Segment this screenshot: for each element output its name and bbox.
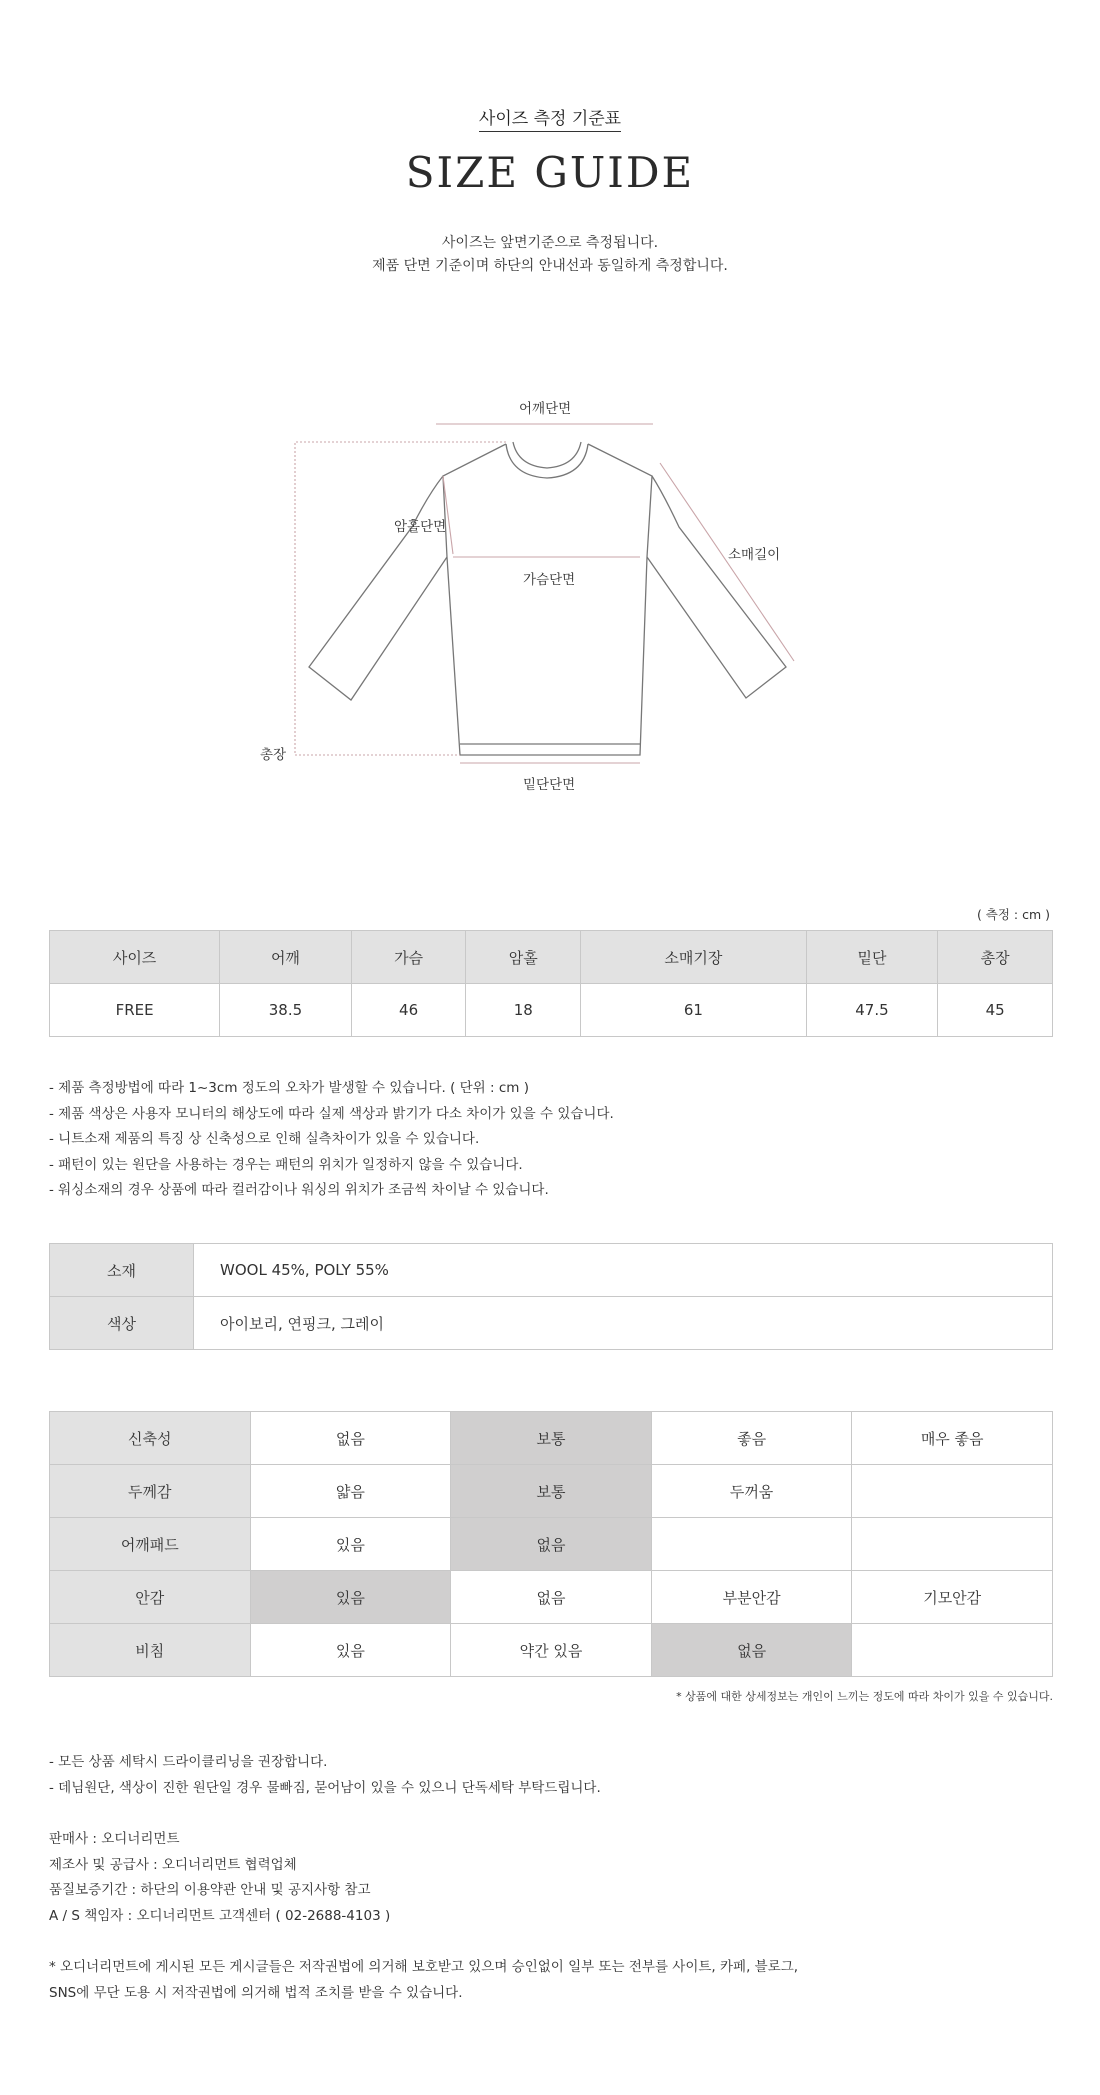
property-cell-selected: 보통: [451, 1412, 652, 1465]
color-label: 색상: [50, 1297, 194, 1350]
table-row: [50, 1297, 1053, 1350]
armhole-label: 암홀단면: [394, 519, 447, 535]
property-cell: 두꺼움: [651, 1465, 852, 1518]
property-table: [49, 1411, 1053, 1677]
note-item: - 제품 측정방법에 따라 1~3cm 정도의 오차가 발생할 수 있습니다. ( 단위 : cm ): [49, 1080, 529, 1096]
seller-info: [49, 1827, 390, 1929]
sweater-illustration: [240, 380, 860, 800]
property-cell: [651, 1518, 852, 1571]
header-length: 총장: [938, 931, 1053, 984]
measurement-diagram: [240, 380, 860, 800]
property-cell: 있음: [250, 1518, 451, 1571]
cell-hem: 47.5: [806, 984, 938, 1037]
property-cell: [852, 1465, 1053, 1518]
note-item: - 데님원단, 색상이 진한 원단일 경우 물빠짐, 묻어남이 있을 수 있으니 단독세탁 부탁드립니다.: [49, 1779, 601, 1796]
header-chest: 가슴: [351, 931, 466, 984]
measurement-notes: [49, 1076, 614, 1204]
table-row: [50, 1571, 1053, 1624]
cell-chest: 46: [351, 984, 466, 1037]
table-row: [50, 1412, 1053, 1465]
header-armhole: 암홀: [466, 931, 581, 984]
cell-size: FREE: [50, 984, 220, 1037]
cell-sleeve: 61: [581, 984, 807, 1037]
intro-line-2: 제품 단면 기준이며 하단의 안내선과 동일하게 측정합니다.: [372, 258, 728, 274]
disclaimer-note: * 상품에 대한 상세정보는 개인이 느끼는 정도에 따라 차이가 있을 수 있습니다.: [676, 1690, 1053, 1703]
note-item: - 니트소재 제품의 특징 상 신축성으로 인해 실측차이가 있을 수 있습니다.: [49, 1131, 480, 1147]
measurement-lines: [295, 424, 794, 763]
table-row: [50, 1244, 1053, 1297]
property-cell-selected: 없음: [451, 1518, 652, 1571]
property-label: 신축성: [50, 1412, 251, 1465]
warranty-period: 품질보증기간 : 하단의 이용약관 안내 및 공지사항 참고: [49, 1882, 371, 1898]
cell-shoulder: 38.5: [220, 984, 352, 1037]
property-cell: 매우 좋음: [852, 1412, 1053, 1465]
property-cell: 얇음: [250, 1465, 451, 1518]
cell-armhole: 18: [466, 984, 581, 1037]
header-hem: 밑단: [806, 931, 938, 984]
care-notes: [49, 1750, 601, 1801]
length-line: [295, 442, 506, 755]
sweater-outline: [309, 442, 786, 755]
copyright-notice: [49, 1954, 798, 2006]
material-value: WOOL 45%, POLY 55%: [194, 1244, 1053, 1297]
as-contact: A / S 책임자 : 오디너리먼트 고객센터 ( 02-2688-4103 ): [49, 1907, 391, 1924]
property-cell: 좋음: [651, 1412, 852, 1465]
property-cell: 약간 있음: [451, 1624, 652, 1677]
manufacturer: 제조사 및 공급사 : 오디너리먼트 협력업체: [49, 1856, 297, 1873]
property-label: 비침: [50, 1624, 251, 1677]
shoulder-label: 어깨단면: [519, 401, 572, 417]
copyright-line-2: SNS에 무단 도용 시 저작권법에 의거해 법적 조치를 받을 수 있습니다.: [49, 1985, 463, 2001]
sleeve-label: 소매길이: [728, 547, 781, 563]
header-sleeve: 소매기장: [581, 931, 807, 984]
seller-name: 판매사 : 오디너리먼트: [49, 1831, 180, 1847]
unit-note: ( 측정 : cm ): [976, 907, 1050, 922]
material-label: 소재: [50, 1244, 194, 1297]
property-cell-selected: 없음: [651, 1624, 852, 1677]
intro-line-1: 사이즈는 앞면기준으로 측정됩니다.: [441, 235, 659, 251]
property-cell: 기모안감: [852, 1571, 1053, 1624]
chest-label: 가슴단면: [523, 572, 576, 588]
note-item: - 워싱소재의 경우 상품에 따라 컬러감이나 워싱의 위치가 조금씩 차이날 수 있습니다.: [49, 1182, 549, 1198]
table-row: [50, 1624, 1053, 1677]
length-label: 총장: [260, 747, 287, 763]
intro-text: [0, 232, 1100, 278]
property-cell: 있음: [250, 1624, 451, 1677]
property-cell: 없음: [250, 1412, 451, 1465]
copyright-line-1: * 오디너리먼트에 게시된 모든 게시글들은 저작권법에 의거해 보호받고 있으며 승인없이 일부 또는 전부를 사이트, 카페, 블로그,: [49, 1959, 799, 1975]
property-cell: 없음: [451, 1571, 652, 1624]
page-title: SIZE GUIDE: [405, 148, 695, 197]
header-shoulder: 어깨: [220, 931, 352, 984]
property-cell-selected: 보통: [451, 1465, 652, 1518]
size-guide-subtitle: 사이즈 측정 기준표: [0, 104, 1100, 129]
size-table-header-row: [50, 931, 1053, 984]
size-table: [49, 930, 1053, 1037]
property-cell: 부분안감: [651, 1571, 852, 1624]
property-label: 두께감: [50, 1465, 251, 1518]
note-item: - 제품 색상은 사용자 모니터의 해상도에 따라 실제 색상과 밝기가 다소 차이가 있을 수 있습니다.: [49, 1105, 614, 1122]
property-cell: [852, 1518, 1053, 1571]
note-item: - 모든 상품 세탁시 드라이클리닝을 권장합니다.: [49, 1754, 328, 1770]
property-cell: [852, 1624, 1053, 1677]
note-item: - 패턴이 있는 원단을 사용하는 경우는 패턴의 위치가 일정하지 않을 수 있습니다.: [49, 1156, 523, 1173]
table-row: [50, 1465, 1053, 1518]
material-table: [49, 1243, 1053, 1350]
hem-label: 밑단단면: [523, 777, 576, 793]
table-row: [50, 984, 1053, 1037]
cell-length: 45: [938, 984, 1053, 1037]
property-label: 어깨패드: [50, 1518, 251, 1571]
property-label: 안감: [50, 1571, 251, 1624]
color-value: 아이보리, 연핑크, 그레이: [194, 1297, 1053, 1350]
header-size: 사이즈: [50, 931, 220, 984]
table-row: [50, 1518, 1053, 1571]
property-cell-selected: 있음: [250, 1571, 451, 1624]
